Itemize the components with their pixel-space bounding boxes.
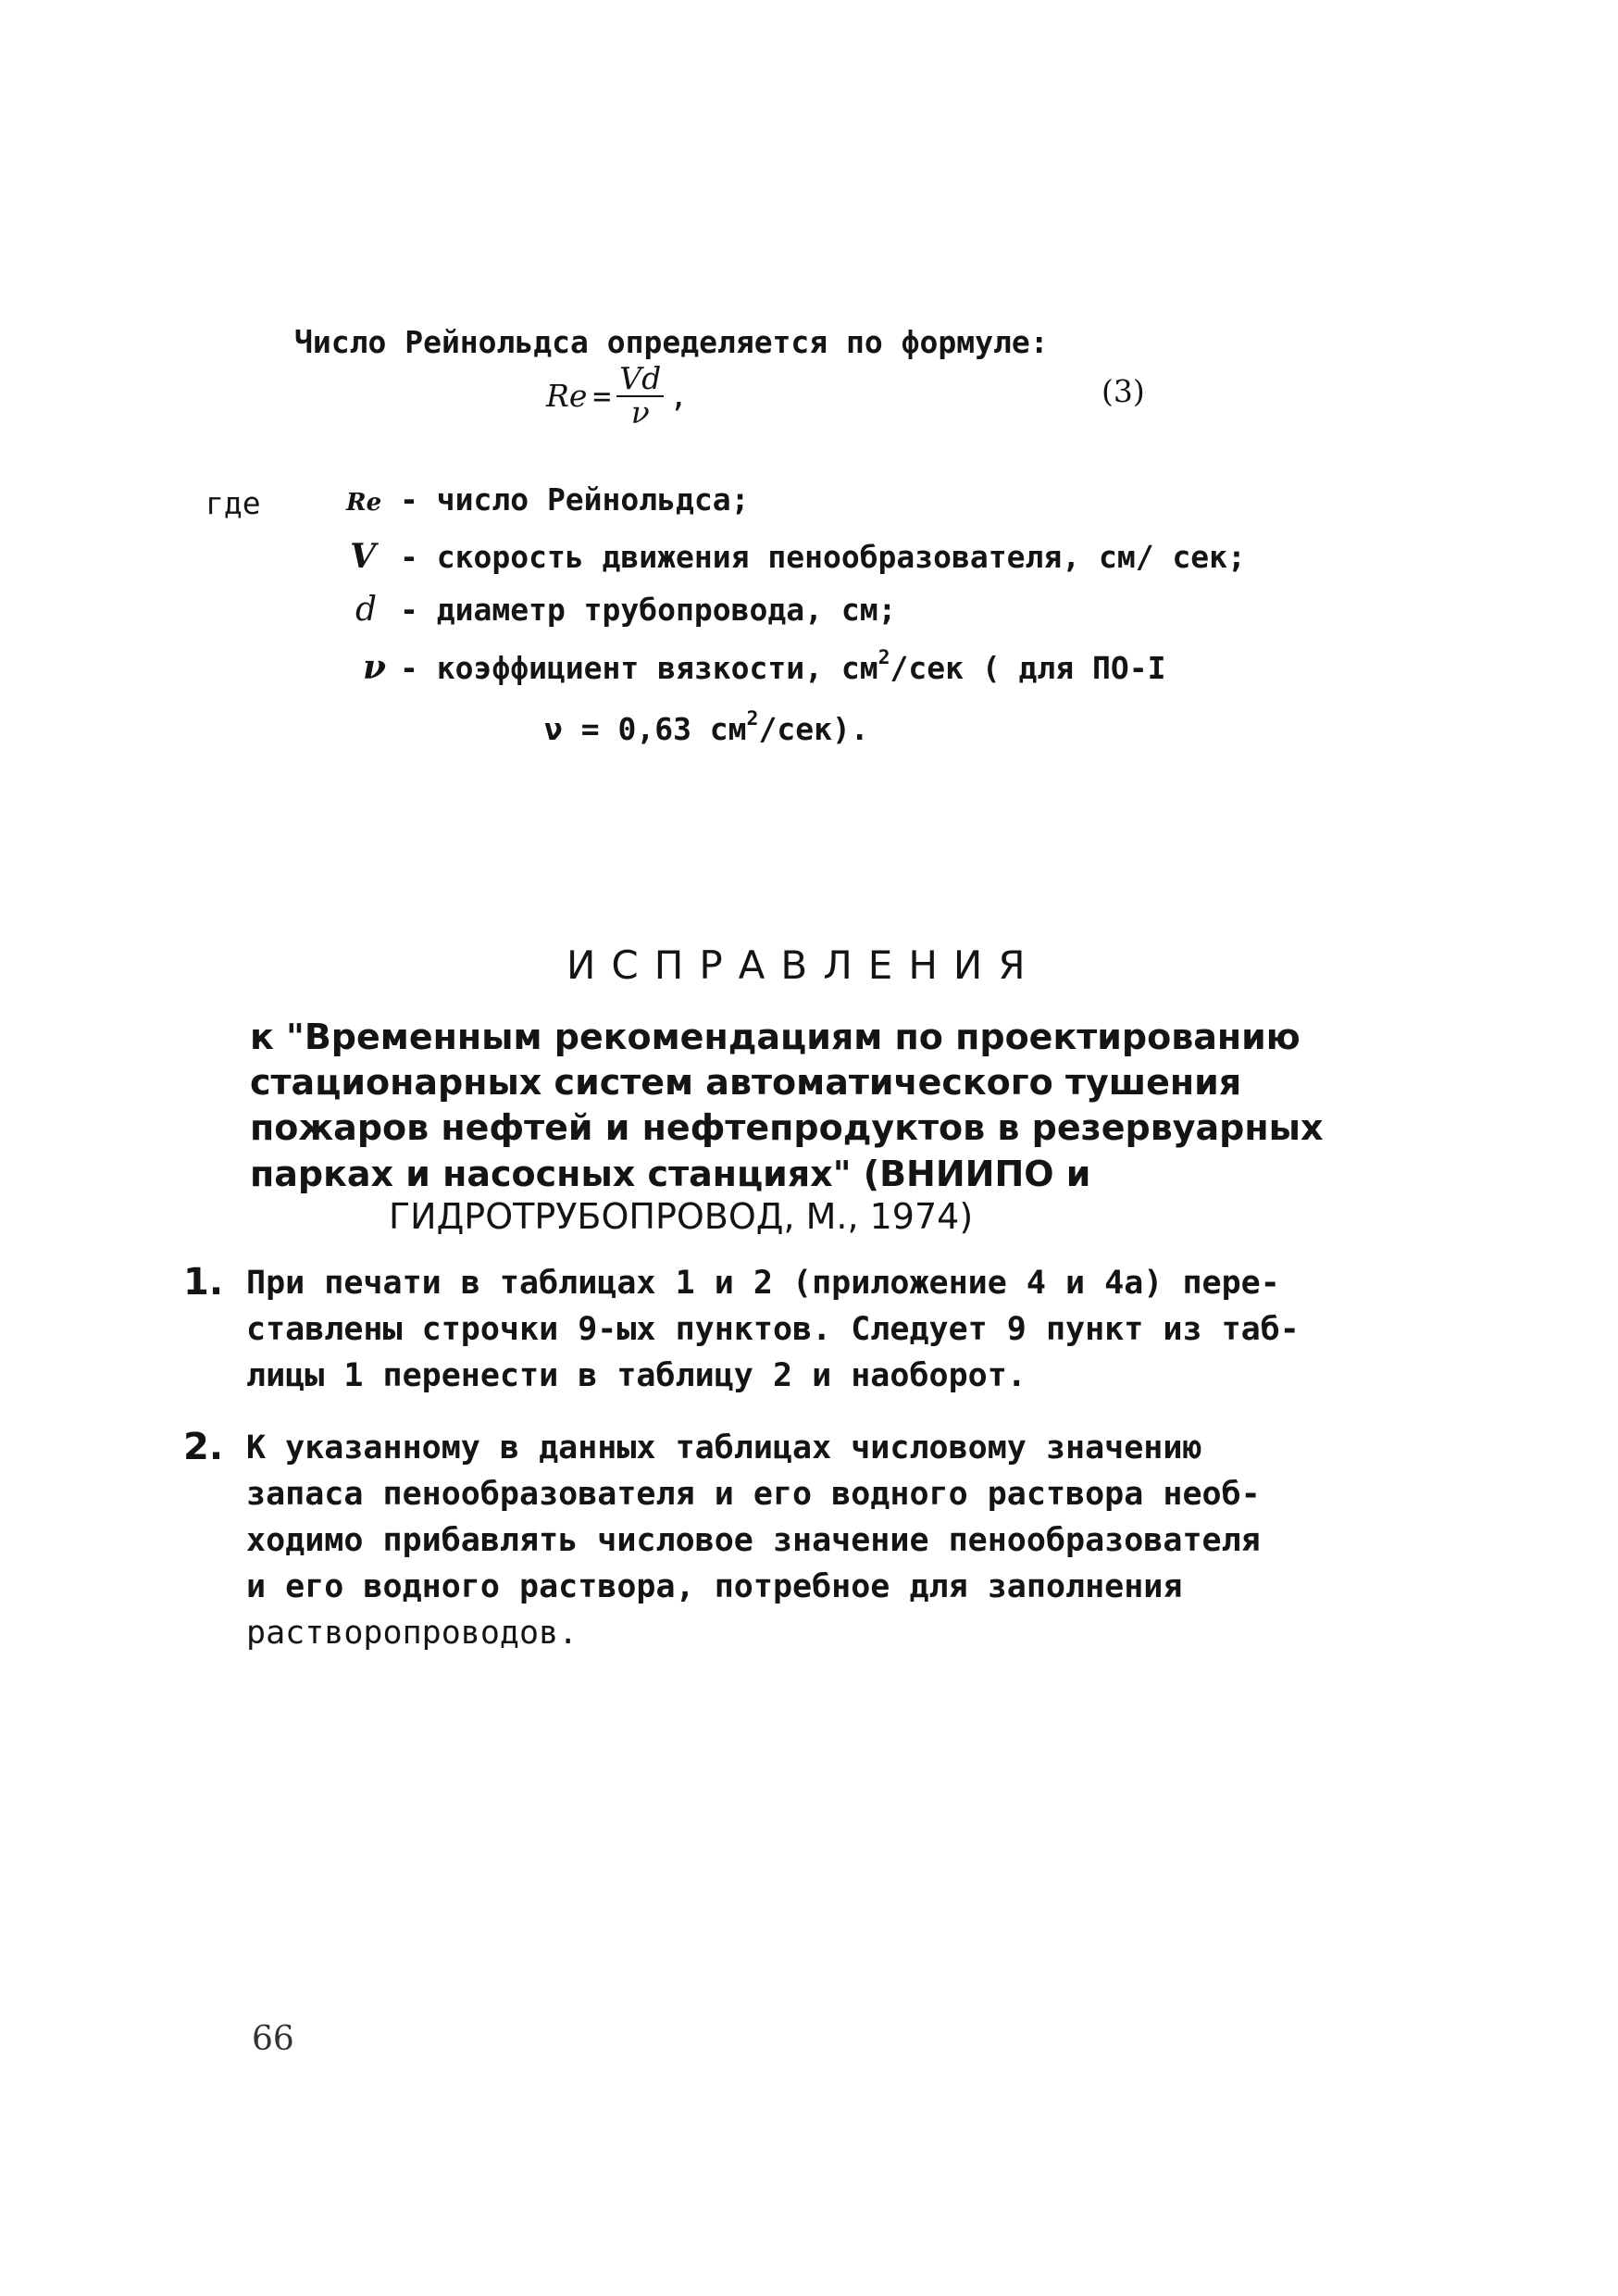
definition-row xyxy=(346,481,750,518)
subtitle-line: пожаров нефтей и нефтепродуктов в резервуарных xyxy=(250,1107,1324,1148)
definition-text: - коэффициент вязкости, см xyxy=(400,650,878,686)
item-line: При печати в таблицах 1 и 2 (приложение 4 и 4а) пере- xyxy=(246,1265,1280,1302)
formula-equals: = xyxy=(592,378,612,415)
formula-denominator: ν xyxy=(630,393,650,430)
item-line: и его водного раствора, потребное для заполнения xyxy=(246,1568,1183,1605)
definition-symbol: ν xyxy=(363,648,386,687)
definition-row xyxy=(363,645,1166,687)
formula-lhs: Re xyxy=(546,378,588,415)
item-line: ходимо прибавлять числовое значение пенообразователя xyxy=(246,1522,1261,1559)
subtitle-line: парках и насосных станциях" (ВНИИПО и xyxy=(250,1154,1091,1194)
page-number: 66 xyxy=(252,2020,294,2058)
superscript: 2 xyxy=(877,645,890,669)
viscosity-value: ν = 0,63 $см^2/сек$). xyxy=(544,706,869,747)
item-line: растворопроводов. xyxy=(246,1615,579,1652)
definition-row xyxy=(355,591,896,629)
formula-fraction xyxy=(616,360,664,430)
subtitle-line: к "Временным рекомендациям по проектированию xyxy=(250,1017,1301,1057)
item-number: 1. xyxy=(183,1261,224,1304)
item-number: 2. xyxy=(183,1426,224,1468)
definition-text: - число Рейнольдса; xyxy=(400,481,750,518)
reynolds-formula xyxy=(546,360,689,430)
subtitle-line: ГИДРОТРУБОПРОВОД, М., 1974) xyxy=(389,1196,974,1237)
subtitle-line: стационарных систем автоматического тушения xyxy=(250,1062,1242,1103)
item-line: лицы 1 перенести в таблицу 2 и наоборот. xyxy=(246,1357,1027,1394)
definition-row xyxy=(350,537,1246,576)
formula-number: (3) xyxy=(1101,373,1145,409)
definition-text: - скорость движения пенообразователя, см/ сек; xyxy=(400,539,1246,575)
definition-text-cont: /сек ( для ПО-I xyxy=(890,650,1166,686)
definition-symbol: V xyxy=(350,537,376,576)
formula-trailing: , xyxy=(669,378,689,415)
superscript: 2 xyxy=(746,706,759,730)
definition-symbol: Re xyxy=(346,489,382,517)
item-line: запаса пенообразователя и его водного раствора необ- xyxy=(246,1476,1261,1513)
corrections-title: ИСПРАВЛЕНИЯ xyxy=(566,942,1041,988)
where-label: где xyxy=(205,485,261,521)
item-line: К указанному в данных таблицах числовому значению xyxy=(246,1429,1202,1466)
definition-symbol: d xyxy=(355,591,378,629)
item-line: ставлены строчки 9-ых пунктов. Следует 9 пункт из таб- xyxy=(246,1311,1300,1348)
definition-text: - диаметр трубопровода, см; xyxy=(400,592,897,628)
formula-intro: Число Рейнольдса определяется по формуле: xyxy=(294,324,1049,360)
formula-numerator: Vd xyxy=(616,363,664,397)
